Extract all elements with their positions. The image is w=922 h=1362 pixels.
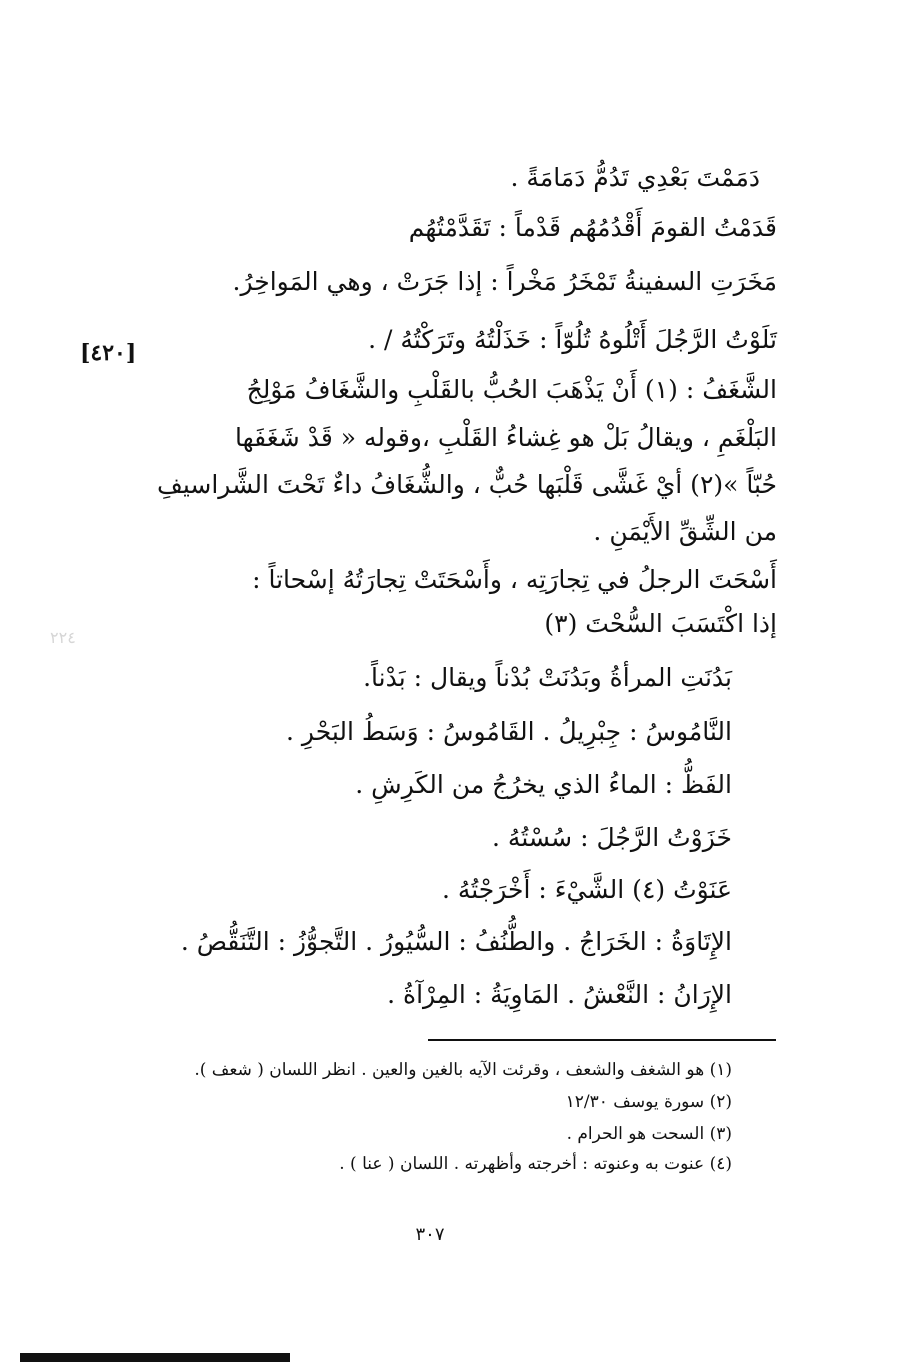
footnote-2: (٢) سورة يوسف ١٢/٣٠: [565, 1092, 732, 1112]
text-line-14: خَزَوْتُ الرَّجُلَ : سُسْتُهُ .: [492, 823, 732, 852]
text-line-6: البَلْغَمِ ، ويقالُ بَلْ هو غِشاءُ القَلْبِ ،وقوله « قَدْ شَغَفَها: [234, 423, 777, 452]
text-line-10: إذا اكْتَسَبَ السُّحْتَ (٣): [544, 609, 777, 638]
text-line-11: بَدُنَتِ المرأةُ وبَدُنَتْ بُدْناً ويقال : بَدْناً.: [363, 663, 732, 692]
text-line-17: الإِرَانُ : النَّعْشُ . المَاوِيَةُ : المِرْآةُ .: [387, 980, 732, 1009]
text-line-3: مَخَرَتِ السفينةُ تَمْخَرُ مَخْراً : إذا جَرَتْ ، وهي المَواخِرُ.: [232, 267, 777, 296]
margin-folio-number: [٤٢٠]: [80, 340, 137, 366]
footnote-3: (٣) السحت هو الحرام .: [566, 1124, 732, 1144]
text-line-5: الشَّغَفُ : (١) أَنْ يَذْهَبَ الحُبُّ بالقَلْبِ والشَّغَافُ مَوْلِجُ: [246, 375, 777, 404]
text-line-13: الفَظُّ : الماءُ الذي يخرُجُ من الكَرِشِ .: [355, 770, 732, 799]
text-line-1: دَمَمْتَ بَعْدِي تَدُمُّ دَمَامَةً .: [510, 163, 760, 192]
text-line-15: عَنَوْتُ (٤) الشَّيْءَ : أَخْرَجْتُهُ .: [441, 875, 732, 904]
text-line-2: قَدَمْتُ القومَ أَقْدُمُهُم قَدْماً : تَقَدَّمْتُهُم: [408, 213, 777, 242]
text-line-9: أَسْحَتَ الرجلُ في تِجارَتِه ، وأَسْحَتَتْ تِجارَتُهُ إسْحاتاً :: [252, 565, 777, 594]
footnote-4: (٤) عنوت به وعنوته : أخرجته وأظهرته . اللسان ( عنا ) .: [339, 1154, 732, 1174]
text-line-7: حُبّاً »(٢) أيْ غَشَّى قَلْبَها حُبٌّ ، والشُّغَافُ داءٌ تَحْتَ الشَّراسيفِ: [156, 470, 777, 499]
footnote-1: (١) هو الشغف والشعف ، وقرئت الآيه بالغين والعين . انظر اللسان ( شعف ).: [194, 1060, 732, 1080]
footnote-separator: [428, 1039, 776, 1041]
scan-edge-shadow: [20, 1353, 290, 1362]
text-line-8: من الشِّقِّ الأَيْمَنِ .: [593, 517, 777, 546]
text-line-12: النَّامُوسُ : جِبْرِيلُ . القَامُوسُ : وَسَطُ البَحْرِ .: [286, 717, 732, 746]
text-line-16: الإِتَاوَةُ : الخَرَاجُ . والطُّنُفُ : السُّيُورُ . التَّجوُّزُ : التَّنَقُّصُ .: [180, 927, 732, 956]
page-number: ٣٠٧: [415, 1224, 445, 1245]
text-line-4: تَلَوْتُ الرَّجُلَ أَتْلُوهُ تُلُوّاً : خَذَلْتُهُ وتَرَكْتُهُ / .: [368, 325, 777, 354]
bleed-through-mark: ٢٢٤: [50, 628, 76, 647]
